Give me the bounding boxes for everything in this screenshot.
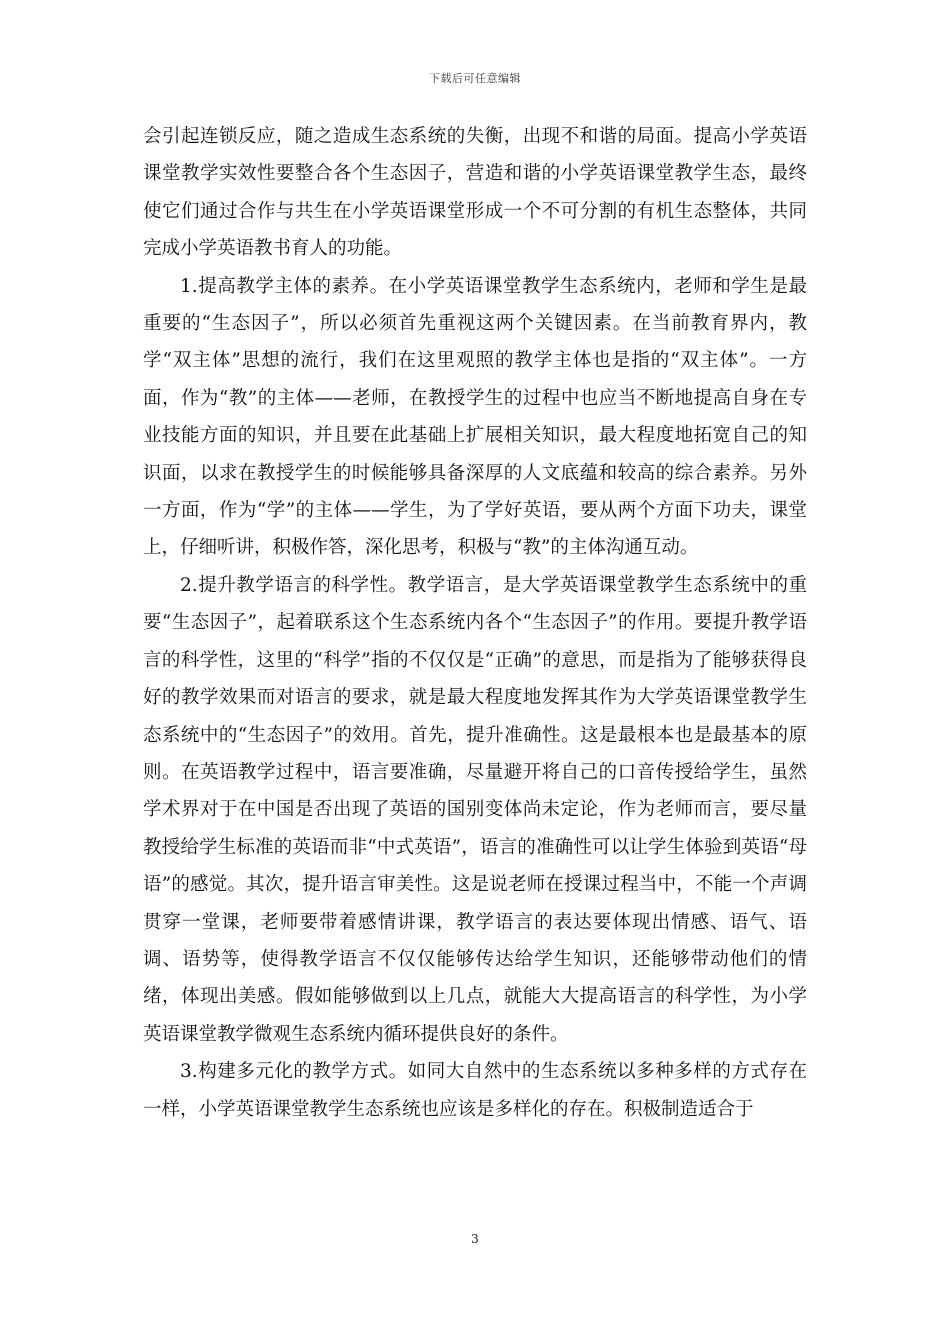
paragraph-continuation: 会引起连锁反应，随之造成生态系统的失衡，出现不和谐的局面。提高小学英语课堂教学实效性要整合各个生态因子，营造和谐的小学英语课堂教学生态，最终使它们通过合作与共生在小学英语课堂形成一个不可分割的有机生态整体，共同完成小学英语教书育人的功能。 — [143, 126, 807, 260]
paragraph-2: 2.提升教学语言的科学性。教学语言，是大学英语课堂教学生态系统中的重要“生态因子”，起着联系这个生态系统内各个“生态因子”的作用。要提升教学语言的科学性，这里的“科学”指的不仅仅是“正确”的意思，而是指为了能够获得良好的教学效果而对语言的要求，就是最大程度地发挥其作为大学英语课堂教学生态系统中的“生态因子”的效用。首先，提升准确性。这是最根本也是最基本的原则。在英语教学过程中，语言要准确，尽量避开将自己的口音传授给学生，虽然学术界对于在中国是否出现了英语的国别变体尚未定论，作为老师而言，要尽量教授给学生标准的英语而非“中式英语”，语言的准确性可以让学生体验到英语“母语”的感觉。其次，提升语言审美性。这是说老师在授课过程当中，不能一个声调贯穿一堂课，老师要带着感情讲课，教学语言的表达要体现出情感、语气、语调、语势等，使得教学语言不仅仅能够传达给学生知识，还能够带动他们的情绪，体现出美感。假如能够做到以上几点，就能大大提高语言的科学性，为小学英语课堂教学微观生态系统内循环提供良好的条件。 — [143, 574, 807, 1045]
page-number: 3 — [471, 1232, 479, 1246]
page-header: 下载后可任意编辑 — [429, 72, 521, 85]
paragraph-1: 1.提高教学主体的素养。在小学英语课堂教学生态系统内，老师和学生是最重要的“生态因子”，所以必须首先重视这两个关键因素。在当前教育界内，教学“双主体”思想的流行，我们在这里观照的教学主体也是指的“双主体”。一方面，作为“教”的主体——老师，在教授学生的过程中也应当不断地提高自身在专业技能方面的知识，并且要在此基础上扩展相关知识，最大程度地拓宽自己的知识面，以求在教授学生的时候能够具备深厚的人文底蕴和较高的综合素养。另外一方面，作为“学”的主体——学生，为了学好英语，要从两个方面下功夫，课堂上，仔细听讲，积极作答，深化思考，积极与“教”的主体沟通互动。 — [143, 275, 807, 559]
paragraph-3: 3.构建多元化的教学方式。如同大自然中的生态系统以多种多样的方式存在一样，小学英语课堂教学生态系统也应该是多样化的存在。积极制造适合于 — [143, 1061, 807, 1120]
document-body — [143, 118, 807, 1128]
